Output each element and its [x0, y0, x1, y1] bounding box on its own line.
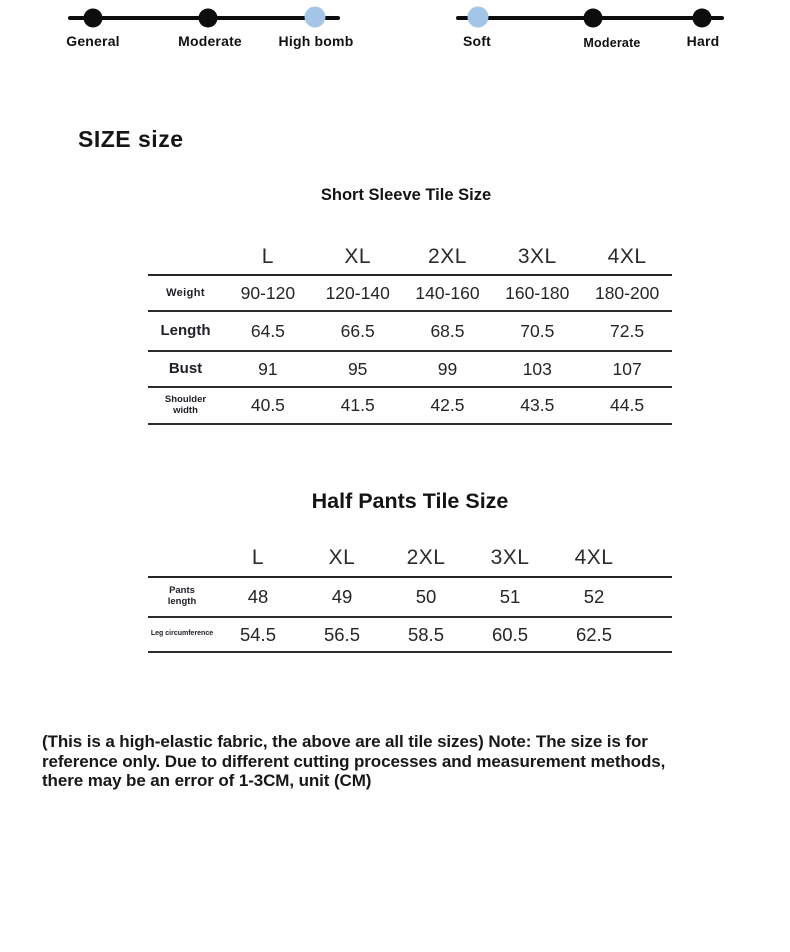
- note-line: reference only. Due to different cutting processes and measurement methods,: [42, 751, 666, 771]
- table-row-leg-circumference: [148, 618, 672, 653]
- row-label: [148, 586, 216, 608]
- pants-col-header: XL: [328, 546, 356, 569]
- shirt-col-header: XL: [344, 245, 372, 268]
- elasticity-dot-general: [84, 9, 103, 28]
- cell: 54.5: [239, 623, 276, 645]
- size-section-title: SIZE size: [78, 126, 184, 152]
- table-row-shoulder-width: [148, 388, 672, 425]
- row-label-line: length: [167, 596, 197, 607]
- cell: 58.5: [407, 623, 444, 645]
- pants-col-header: 4XL: [574, 546, 614, 569]
- cell: 90-120: [240, 282, 296, 303]
- cell: 48: [247, 586, 269, 607]
- shirt-table-header-row: [148, 240, 672, 276]
- shirt-col-header: 4XL: [607, 245, 647, 268]
- shirt-size-table: [148, 240, 672, 425]
- elasticity-label-high-bomb: High bomb: [278, 33, 354, 49]
- pants-col-header: 2XL: [406, 546, 446, 569]
- row-label-line: width: [173, 404, 198, 416]
- pants-table-header-row: [148, 540, 672, 578]
- cell: 160-180: [505, 282, 570, 303]
- table-row-pants-length: [148, 578, 672, 618]
- cell: 103: [522, 358, 552, 379]
- cell: 140-160: [415, 282, 480, 303]
- elasticity-label-moderate: Moderate: [178, 33, 242, 49]
- note-line: there may be an error of 1-3CM, unit (CM): [42, 771, 372, 790]
- cell: 52: [583, 586, 605, 607]
- cell: 43.5: [520, 395, 555, 415]
- row-label: Length: [160, 322, 211, 340]
- row-label: [148, 395, 223, 417]
- cell: 107: [612, 358, 642, 379]
- elasticity-label-general: General: [66, 33, 120, 49]
- pants-col-header: 3XL: [490, 546, 530, 569]
- table-row-bust: [148, 352, 672, 388]
- cell: 120-140: [325, 282, 390, 303]
- cell: 49: [331, 586, 353, 607]
- softness-label-hard: Hard: [686, 33, 720, 49]
- shirt-col-header: L: [261, 245, 274, 268]
- row-label: Weight: [166, 286, 205, 299]
- softness-label-soft: Soft: [462, 33, 492, 49]
- cell: 42.5: [430, 395, 465, 415]
- pants-col-header: L: [251, 546, 265, 569]
- cell: 41.5: [340, 395, 375, 415]
- cell: 40.5: [250, 395, 285, 415]
- table-row-weight: [148, 276, 672, 312]
- softness-label-moderate: Moderate: [583, 36, 641, 50]
- cell: 91: [258, 358, 278, 379]
- cell: 50: [415, 586, 437, 607]
- cell: 72.5: [610, 320, 645, 341]
- row-label-line: Pants: [169, 585, 195, 597]
- shirt-col-header: 2XL: [428, 245, 467, 268]
- cell: 60.5: [491, 623, 528, 645]
- row-label: Bust: [168, 360, 203, 378]
- shirt-table-title: Short Sleeve Tile Size: [320, 186, 492, 204]
- cell: 70.5: [520, 320, 555, 341]
- cell: 51: [499, 586, 521, 607]
- cell: 66.5: [340, 320, 375, 341]
- elasticity-dot-high-bomb-selected: [305, 7, 326, 28]
- softness-dot-soft-selected: [468, 7, 489, 28]
- row-label-line: Shoulder: [164, 393, 207, 405]
- elasticity-dot-moderate: [199, 9, 218, 28]
- cell: 95: [347, 358, 368, 379]
- pants-size-table: [148, 540, 672, 653]
- cell: 64.5: [250, 320, 285, 341]
- softness-dot-moderate: [584, 9, 603, 28]
- table-row-length: [148, 312, 672, 352]
- row-label: Leg circumference: [150, 630, 214, 638]
- shirt-col-header: 3XL: [517, 245, 557, 268]
- cell: 180-200: [594, 282, 660, 303]
- cell: 62.5: [575, 623, 612, 645]
- cell: 99: [437, 358, 458, 379]
- softness-dot-hard: [693, 9, 712, 28]
- note-line: (This is a high-elastic fabric, the above are all tile sizes) Note: The size is for: [42, 732, 648, 751]
- cell: 44.5: [610, 395, 645, 415]
- cell: 68.5: [430, 320, 465, 341]
- pants-table-title: Half Pants Tile Size: [311, 489, 509, 513]
- cell: 56.5: [323, 623, 360, 645]
- size-disclaimer-note: [42, 732, 732, 791]
